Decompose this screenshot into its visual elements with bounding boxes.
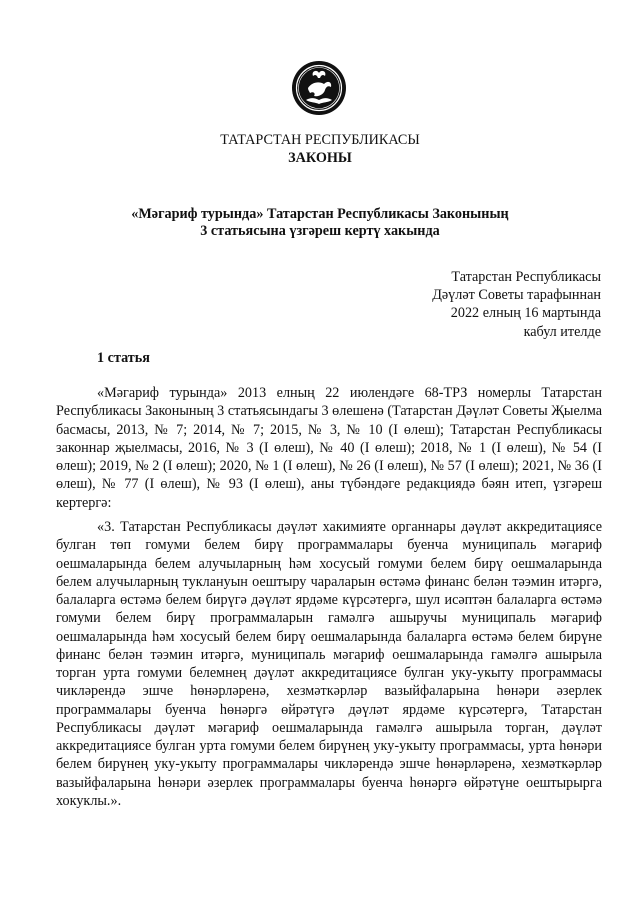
article-paragraph-1: «Мәгариф турында» 2013 елның 22 июлендәге 68-ТРЗ номерлы Татарстан Республикасы Законының 3 статьясындагы 3 өлешенә (Татарстан Дәүләт Советы Җыелма басмасы, 2013, № 7; 2014, № 7; 2015, № 3, № 10 (I өлеш); Татарстан Республикасы законнар җыелмасы, 2016, № 3 (I өлеш), № 40 (I өлеш); 2018, № 1 (I өлеш), № 54 (I өлеш); 2019, № 2 (I өлеш); 2020, № 1 (I өлеш), № 26 (I өлеш), № 57 (I өлеш); 2021, № 36 (I өлеш), № 77 (I өлеш), № 93 (I өлеш), аны түбәндәге редакциядә бәян итеп, үзгәреш кертергә: — [56, 385, 602, 511]
article-paragraph-2: «3. Татарстан Республикасы дәүләт хакимияте органнары дәүләт аккредитациясе булган төп гомуми белем бирү программалары буенча муниципаль мәгариф оешмаларында белем алучыларның һәм хосусый гомуми белем бирү оешмаларында белем алучыларның туклануын оештыру чараларын өстәмә финанс белән тәэмин итәргә, балаларга өстәмә белем бирүгә дәүләт ярдәме күрсәтергә, шул исәптән балаларга өстәмә гомуми белем бирү программаларын гамәлгә ашыручы муниципаль мәгариф оешмаларында һәм хосусый белем бирү оешмаларында балаларга өстәмә белем бирүне финанс белән тәэмин итәргә, муниципаль мәгариф оешмаларында гамәлгә ашырыла торган урта гомуми белемнең дәүләт аккредитациясе булган уку-укыту программасы чикләрендә эшче һөнәрләренә, хезмәткәрләр вазыйфаларына һөнәри әзерлек программалары буенча һөнәргә өйрәтүгә дәүләт ярдәме күрсәтергә, Татарстан Республикасы дәүләт мәгариф оешмаларында гамәлгә ашырыла торган, дәүләт аккредитациясе булган урта гомуми белем бирүнең уку-укыту программасы, урта һөнәри белем бирүнең уку-укыту программалары чикләрендә эшче һөнәрләренә, хезмәткәрләр вазыйфаларына һөнәри әзерлек программалары буенча һөнәргә өйрәтүне оештырырга хокуклы.». — [56, 519, 602, 809]
document-title-line-2: 3 статьясына үзгәреш кертү хакында — [200, 223, 440, 239]
adoption-line-3: 2022 елның 16 мартында — [450, 305, 601, 322]
adoption-line-1: Татарстан Республикасы — [451, 269, 601, 285]
document-title-line-1: «Мәгариф турында» Татарстан Республикасы Законының — [131, 206, 509, 222]
header-law: ЗАКОНЫ — [288, 150, 352, 166]
adoption-line-4: кабул ителде — [523, 323, 601, 340]
header-republic: ТАТАРСТАН РЕСПУБЛИКАСЫ — [220, 132, 420, 148]
tatarstan-emblem-icon — [291, 60, 347, 116]
adoption-line-2: Дәүләт Советы тарафыннан — [432, 287, 601, 304]
article-heading: 1 статья — [97, 350, 150, 366]
adoption-block — [432, 268, 601, 341]
